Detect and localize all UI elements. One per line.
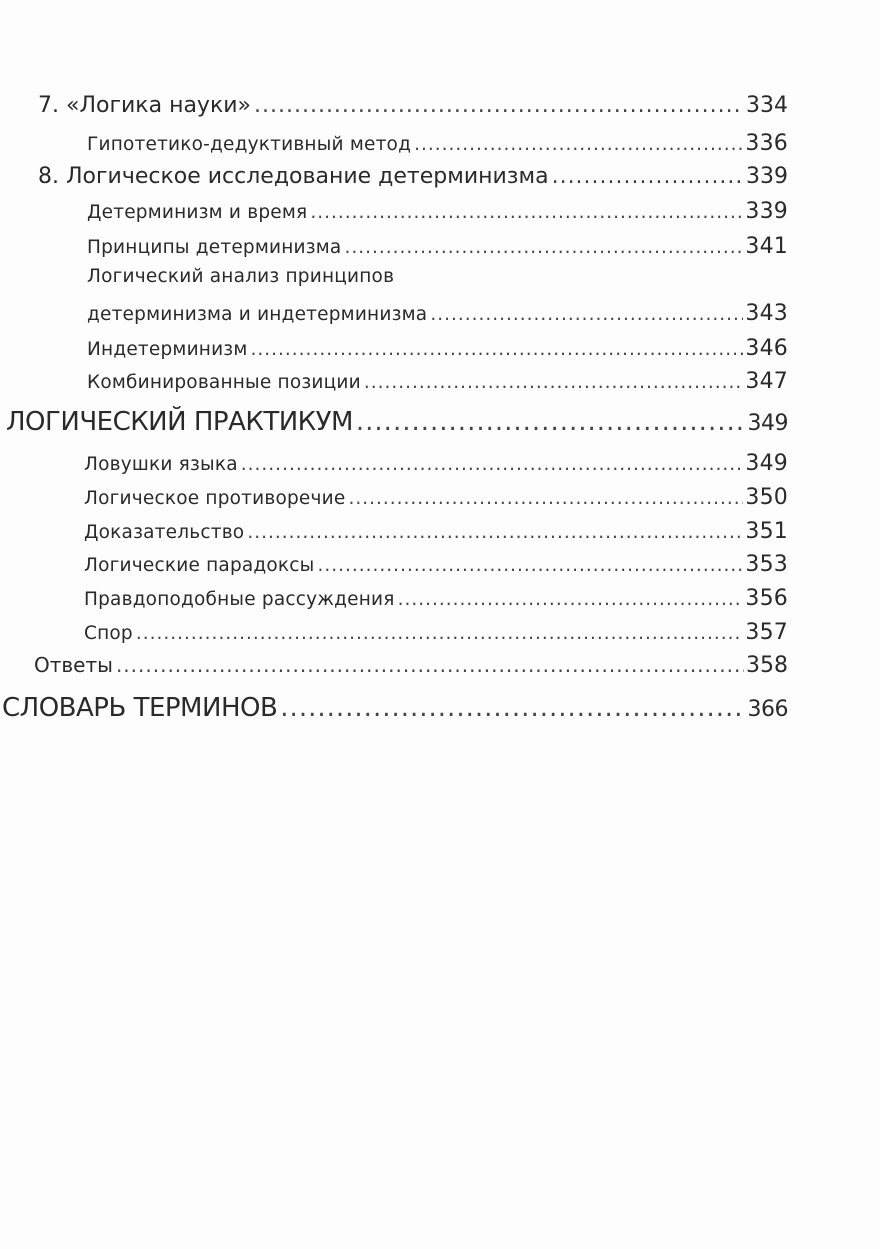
toc-entry-logical-practicum[interactable]: [6, 407, 788, 437]
toc-page-number: 343: [745, 301, 788, 326]
toc-entry-label: Гипотетико-дедуктивный метод: [87, 134, 412, 155]
toc-leader-dots: [364, 372, 744, 393]
toc-entry-logical-analysis-line-2[interactable]: [87, 301, 788, 326]
toc-leader-dots: [241, 454, 744, 475]
toc-entry-label: ЛОГИЧЕСКИЙ ПРАКТИКУМ: [6, 407, 353, 437]
toc-page-number: 358: [746, 653, 788, 678]
toc-entry-chapter-7[interactable]: [38, 93, 788, 118]
toc-page-number: 336: [745, 131, 788, 156]
toc-entry-indeterminism[interactable]: [87, 336, 788, 361]
toc-leader-dots: [254, 93, 744, 118]
toc-entry-label: Логическое противоречие: [84, 488, 346, 509]
toc-entry-label: Ловушки языка: [84, 454, 238, 475]
toc-page-number: 341: [745, 234, 788, 259]
toc-entry-label: 7. «Логика науки»: [38, 93, 251, 118]
toc-leader-dots: [310, 202, 743, 223]
toc-leader-dots: [251, 339, 744, 360]
toc-entry-logical-paradoxes[interactable]: [84, 552, 788, 577]
toc-page-number: 353: [745, 552, 788, 577]
toc-entry-determinism-time[interactable]: [87, 199, 788, 224]
toc-page-number: 350: [745, 485, 788, 510]
toc-page-number: 339: [745, 199, 788, 224]
toc-entry-plausible-reasoning[interactable]: [84, 586, 788, 611]
toc-page-number: 347: [745, 369, 788, 394]
toc-entry-label: СЛОВАРЬ ТЕРМИНОВ: [2, 693, 278, 723]
toc-entry-combined-positions[interactable]: [87, 369, 788, 394]
toc-entry-label: детерминизма и индетерминизма: [87, 304, 428, 325]
toc-leader-dots: [344, 237, 743, 258]
toc-entry-label: Индетерминизм: [87, 339, 248, 360]
toc-entry-hypothetico-deductive[interactable]: [87, 131, 788, 156]
toc-leader-dots: [280, 693, 745, 723]
toc-entry-label: Детерминизм и время: [87, 202, 308, 223]
toc-entry-label: Комбинированные позиции: [87, 372, 361, 393]
toc-leader-dots: [552, 164, 744, 189]
toc-leader-dots: [116, 653, 744, 677]
toc-page-number: 339: [746, 164, 788, 189]
toc-leader-dots: [136, 623, 744, 644]
toc-entry-glossary[interactable]: [2, 693, 788, 723]
toc-entry-chapter-8[interactable]: [38, 164, 788, 189]
toc-page-number: 349: [745, 451, 788, 476]
toc-leader-dots: [247, 522, 743, 543]
toc-entry-logical-analysis-line-1[interactable]: Логический анализ принципов: [87, 266, 395, 287]
toc-entry-logical-contradiction[interactable]: [84, 485, 788, 510]
toc-leader-dots: [398, 589, 744, 610]
toc-page-number: 346: [745, 336, 788, 361]
toc-entry-label: Ответы: [34, 653, 113, 677]
toc-entry-label: Правдоподобные рассуждения: [84, 589, 395, 610]
toc-entry-label: 8. Логическое исследование детерминизма: [38, 164, 549, 189]
toc-entry-proof[interactable]: [84, 519, 788, 544]
toc-entry-label: Доказательство: [84, 522, 245, 543]
toc-entry-language-traps[interactable]: [84, 451, 788, 476]
toc-page-number: 356: [745, 586, 788, 611]
toc-entry-determinism-principles[interactable]: [87, 234, 788, 259]
toc-leader-dots: [430, 304, 743, 325]
toc-page-number: 349: [747, 411, 788, 436]
toc-entry-label: Логические парадоксы: [84, 555, 315, 576]
toc-page-number: 351: [745, 519, 788, 544]
toc-entry-dispute[interactable]: [84, 620, 788, 645]
toc-entry-label: Принципы детерминизма: [87, 237, 342, 258]
toc-entry-label: Спор: [84, 623, 133, 644]
toc-entry-answers[interactable]: [34, 653, 788, 678]
toc-page-number: 366: [747, 697, 788, 722]
toc-leader-dots: [318, 555, 744, 576]
toc-page-number: 334: [746, 93, 788, 118]
toc-leader-dots: [414, 134, 743, 155]
toc-page-number: 357: [745, 620, 788, 645]
toc-leader-dots: [356, 407, 746, 437]
toc-leader-dots: [348, 488, 743, 509]
